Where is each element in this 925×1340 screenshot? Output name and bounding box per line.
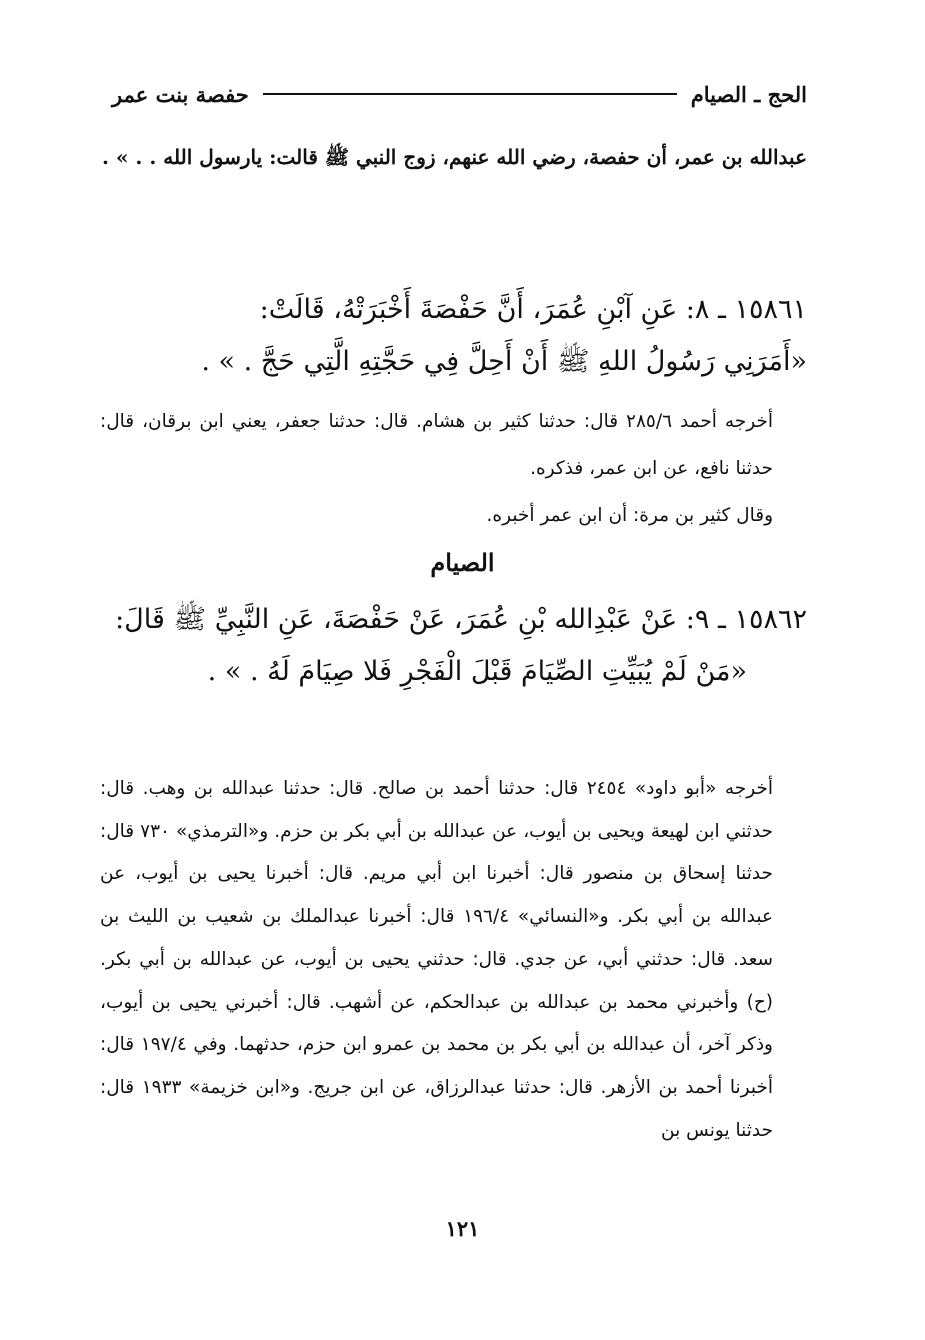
takhrij-15862: أخرجه «أبو داود» ٢٤٥٤ قال: حدثنا أحمد بن صالح. قال: حدثنا عبدالله بن وهب. قال: حدثني ابن لهيعة ويحيى بن أيوب، عن عبدالله بن أبي بكر بن حزم. و«الترمذي» ٧٣٠ قال: حدثنا إسحاق بن منصور قال: أخبرنا ابن أبي مريم. قال: أخبرنا يحيى بن أيوب، عن عبدالله بن أبي بكر. و«النسائي» ١٩٦/٤ قال: أخبرنا عبدالملك بن شعيب بن الليث بن سعد. قال: حدثني أبي، عن جدي. قال: حدثني يحيى بن أيوب، عن عبدالله بن أبي بكر. (ح) وأخبرني محمد بن عبدالله بن عبدالحكم، عن أشهب. قال: أخبرني يحيى بن أيوب، وذكر آخر، أن عبدالله بن أبي بكر بن محمد بن عمرو ابن حزم، حدثهما. وفي ١٩٧/٤ قال: أخبرنا أحمد بن الأزهر. قال: حدثنا عبدالرزاق، عن ابن جريج. و«ابن خزيمة» ١٩٣٣ قال: حدثنا يونس بن [100,778,774,1141]
intro-paragraph: عبدالله بن عمر، أن حفصة، رضي الله عنهم، زوج النبي ﷺ قالت: يارسول الله . . » . [102,145,807,169]
hadith-15861-isnad: ١٥٨٦١ ـ ٨: عَنِ آبْنِ عُمَرَ، أَنَّ حَفْصَةَ أَخْبَرَتْهُ، قَالَتْ: [259,294,807,325]
hadith-15862 [100,594,807,698]
hadith-15862-isnad: ١٥٨٦٢ ـ ٩: عَنْ عَبْدِالله بْنِ عُمَرَ، عَنْ حَفْصَةَ، عَنِ النَّبِيِّ ﷺ قَالَ: [115,604,807,635]
takhrij-15861-p2: وقال كثير بن مرة: أن ابن عمر أخبره. [486,505,773,526]
header-chapter: الحج ـ الصيام [690,81,807,107]
hadith-15862-matn: «مَنْ لَمْ يُبَيِّتِ الصِّيَامَ قَبْلَ الْفَجْرِ فَلا صِيَامَ لَهُ . » . [207,656,747,687]
section-title: الصيام [430,548,495,577]
header-section: حفصة بنت عمر [112,81,249,107]
running-header [112,74,807,114]
takhrij-15861-p1: أخرجه أحمد ٢٨٥/٦ قال: حدثنا كثير بن هشام. قال: حدثنا جعفر، يعني ابن برقان، قال: حدثنا نافع، عن ابن عمر، فذكره. [100,411,773,479]
takhrij-15861 [100,398,807,539]
header-rule [263,93,677,95]
hadith-15861-matn: «أَمَرَنِي رَسُولُ اللهِ ﷺ أَنْ أَحِلَّ فِي حَجَّتِهِ الَّتِي حَجَّ . » . [201,346,807,377]
hadith-15861 [100,284,807,388]
page-number: ١٢١ [445,1216,480,1241]
